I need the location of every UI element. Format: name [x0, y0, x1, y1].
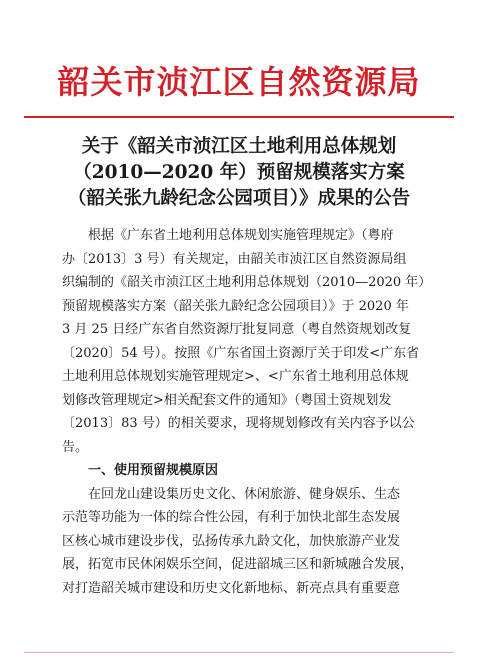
paragraph-2-line: 示范等功能为一体的综合性公园，有利于加快北部生态发展 — [62, 510, 401, 525]
section-1-heading: 一、使用预留规模原因 — [88, 463, 219, 478]
paragraph-1-line: 办〔2013〕3 号）有关规定，由韶关市浈江区自然资源局组 — [62, 251, 407, 267]
paragraph-1-line: 〔2013〕83 号）的相关要求，现将规划修改有关内容予以公 — [62, 416, 415, 431]
red-header-rule — [24, 116, 454, 118]
paragraph-1-line: 织编制的《韶关市浈江区土地利用总体规划（2010—2020 年） — [62, 275, 432, 290]
paragraph-1-line: 根据《广东省土地利用总体规划实施管理规定》（粤府 — [88, 228, 394, 243]
title-line-3: （韶关张九龄纪念公园项目）》成果的公告 — [67, 188, 411, 209]
paragraph-2-line: 对打造韶关城市建设和历史文化新地标、新亮点具有重要意 — [62, 580, 401, 596]
paragraph-1-line: 土地利用总体规划实施管理规定>、<广东省土地利用总体规 — [62, 369, 409, 384]
document-body — [62, 224, 432, 600]
paragraph-1-line: 〔2020〕54 号）。按照《广东省国土资源厅关于印发<广东省 — [62, 345, 420, 361]
paragraph-1-line: 告。 — [62, 439, 89, 455]
title-line-2: （2010—2020 年）预留规模落实方案 — [73, 162, 405, 183]
paragraph-2-line: 展，拓宽市民休闲娱乐空间，促进韶城三区和新城融合发展， — [62, 557, 414, 572]
paragraph-1-line: 预留规模落实方案（韶关张九龄纪念公园项目）》于 2020 年 — [62, 298, 409, 314]
document-title — [24, 134, 454, 212]
paragraph-1-line: 3 月 25 日经广东省自然资源厅批复同意（粤自然资规划改复 — [62, 322, 412, 337]
paragraph-2-line: 区核心城市建设步伐，弘扬传承九龄文化，加快旅游产业发 — [62, 533, 401, 549]
paragraph-2-line: 在回龙山建设集历史文化、休闲旅游、健身娱乐、生态 — [88, 486, 401, 502]
organization-header: 韶关市浈江区自然资源局 — [57, 63, 421, 101]
title-line-1: 关于《韶关市浈江区土地利用总体规划 — [81, 136, 397, 157]
paragraph-1-line: 划修改管理规定>相关配套文件的通知》（粤国土资规划发 — [62, 392, 392, 408]
page-bottom-rule — [24, 652, 454, 653]
